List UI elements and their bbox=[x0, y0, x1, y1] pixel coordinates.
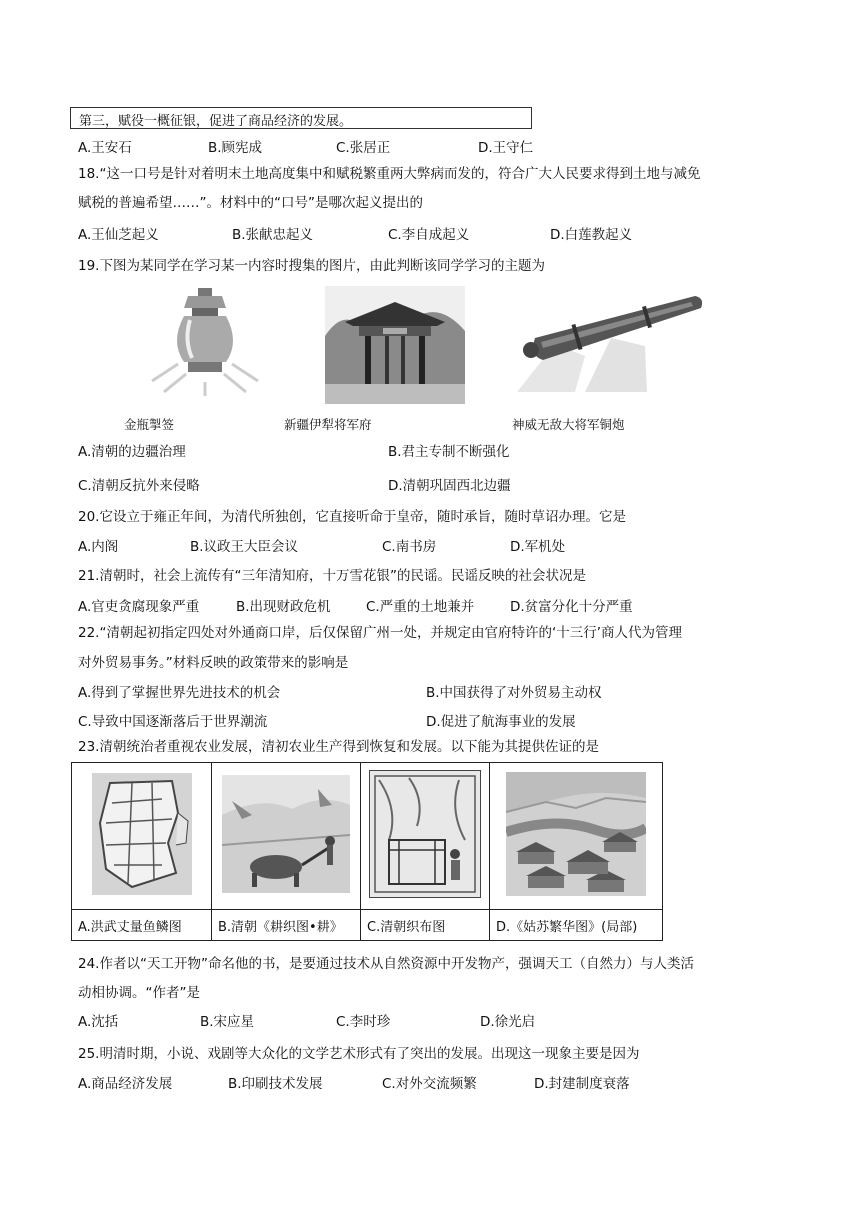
q23-cell-b bbox=[212, 763, 361, 910]
q24-option-d: D.徐光启 bbox=[480, 1014, 536, 1030]
yili-general-mansion-image bbox=[325, 286, 465, 404]
q22-stem-line1: 22.“清朝起初指定四处对外通商口岸，后仅保留广州一处，并规定由官府特许的‘十三行’商人代为管理 bbox=[78, 625, 683, 641]
fish-scale-map-image bbox=[92, 773, 192, 895]
gusu-prosperity-painting-image bbox=[506, 772, 646, 896]
q19-option-b: B.君主专制不断强化 bbox=[388, 444, 510, 460]
q25-option-d: D.封建制度衰落 bbox=[534, 1076, 630, 1092]
q23-cell-d bbox=[490, 763, 663, 910]
q24-stem-line2: 动相协调。“作者”是 bbox=[78, 985, 200, 1001]
q25-option-c: C.对外交流频繁 bbox=[382, 1076, 477, 1092]
caption-yili-mansion: 新疆伊犁将军府 bbox=[284, 417, 372, 432]
bronze-cannon-image bbox=[515, 286, 705, 394]
q23-image-table bbox=[71, 762, 663, 941]
q18-option-d: D.白莲教起义 bbox=[550, 227, 633, 243]
q23-label-d: D.《姑苏繁华图》(局部) bbox=[490, 910, 663, 941]
q19-option-a: A.清朝的边疆治理 bbox=[78, 444, 186, 460]
q21-option-a: A.官吏贪腐现象严重 bbox=[78, 599, 200, 615]
q17-option-c: C.张居正 bbox=[336, 140, 391, 156]
q23-stem: 23.清朝统治者重视农业发展，清初农业生产得到恢复和发展。以下能为其提供佐证的是 bbox=[78, 739, 599, 755]
q23-label-b: B.清朝《耕织图•耕》 bbox=[212, 910, 361, 941]
q23-cell-c bbox=[361, 763, 490, 910]
q20-option-c: C.南书房 bbox=[382, 539, 437, 555]
q24-option-a: A.沈括 bbox=[78, 1014, 119, 1030]
q20-option-d: D.军机处 bbox=[510, 539, 566, 555]
q22-option-c: C.导致中国逐渐落后于世界潮流 bbox=[78, 714, 268, 730]
q21-option-d: D.贫富分化十分严重 bbox=[510, 599, 633, 615]
q20-option-b: B.议政王大臣会议 bbox=[190, 539, 299, 555]
q22-option-a: A.得到了掌握世界先进技术的机会 bbox=[78, 685, 281, 701]
caption-bronze-cannon: 神威无敌大将军铜炮 bbox=[512, 417, 625, 432]
q23-cell-a bbox=[72, 763, 212, 910]
q17-option-a: A.王安石 bbox=[78, 140, 132, 156]
q23-image-row bbox=[72, 763, 663, 910]
q24-option-b: B.宋应星 bbox=[200, 1014, 255, 1030]
q21-stem: 21.清朝时，社会上流传有“三年清知府，十万雪花银”的民谣。民谣反映的社会状况是 bbox=[78, 568, 586, 584]
q17-option-b: B.顾宪成 bbox=[208, 140, 263, 156]
q18-option-a: A.王仙芝起义 bbox=[78, 227, 159, 243]
q24-option-c: C.李时珍 bbox=[336, 1014, 391, 1030]
q18-stem-line1: 18.“这一口号是针对着明末土地高度集中和赋税繁重两大弊病而发的，符合广大人民要求得到土地与减免 bbox=[78, 166, 701, 182]
boxed-material: 第三，赋役一概征银，促进了商品经济的发展。 bbox=[70, 107, 532, 129]
q22-option-d: D.促进了航海事业的发展 bbox=[426, 714, 576, 730]
q25-option-a: A.商品经济发展 bbox=[78, 1076, 173, 1092]
q18-stem-line2: 赋税的普遍希望……”。材料中的“口号”是哪次起义提出的 bbox=[78, 195, 423, 211]
q20-option-a: A.内阁 bbox=[78, 539, 119, 555]
q19-option-d: D.清朝巩固西北边疆 bbox=[388, 478, 511, 494]
weaving-painting-image bbox=[369, 770, 481, 898]
caption-golden-urn: 金瓶掣签 bbox=[124, 417, 175, 432]
q18-option-c: C.李自成起义 bbox=[388, 227, 470, 243]
q21-option-c: C.严重的土地兼并 bbox=[366, 599, 475, 615]
q25-stem: 25.明清时期，小说、戏剧等大众化的文学艺术形式有了突出的发展。出现这一现象主要是因为 bbox=[78, 1046, 640, 1062]
q24-stem-line1: 24.作者以“天工开物”命名他的书，是要通过技术从自然资源中开发物产，强调天工（自然力）与人类活 bbox=[78, 956, 694, 972]
q23-label-row bbox=[72, 910, 663, 941]
q20-stem: 20.它设立于雍正年间，为清代所独创，它直接听命于皇帝，随时承旨，随时草诏办理。它是 bbox=[78, 509, 626, 525]
farming-painting-image bbox=[222, 775, 350, 893]
q18-option-b: B.张献忠起义 bbox=[232, 227, 314, 243]
q23-label-a: A.洪武丈量鱼鳞图 bbox=[72, 910, 212, 941]
golden-urn-image bbox=[140, 286, 270, 398]
q23-label-c: C.清朝织布图 bbox=[361, 910, 490, 941]
q19-stem: 19.下图为某同学在学习某一内容时搜集的图片，由此判断该同学学习的主题为 bbox=[78, 258, 545, 274]
q19-option-c: C.清朝反抗外来侵略 bbox=[78, 478, 200, 494]
q21-option-b: B.出现财政危机 bbox=[236, 599, 331, 615]
q22-stem-line2: 对外贸易事务。”材料反映的政策带来的影响是 bbox=[78, 655, 349, 671]
q22-option-b: B.中国获得了对外贸易主动权 bbox=[426, 685, 602, 701]
q17-option-d: D.王守仁 bbox=[478, 140, 534, 156]
q25-option-b: B.印刷技术发展 bbox=[228, 1076, 323, 1092]
